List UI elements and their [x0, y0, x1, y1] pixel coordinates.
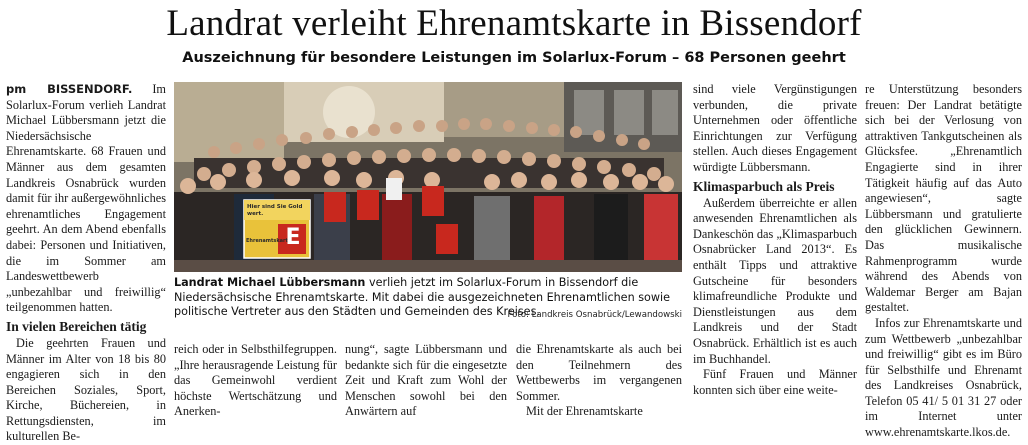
sign-text-2: Ehrenamtskarte — [246, 238, 292, 244]
subheadline: Auszeichnung für besondere Leistungen im Solarlux-Forum – 68 Personen geehrt — [182, 50, 846, 66]
caption-lead: Landrat Michael Lübbersmann — [174, 276, 366, 289]
paragraph — [6, 82, 166, 316]
text-column-2 — [174, 342, 337, 419]
paragraph: reich oder in Selbsthilfegruppen. „Ihre herausragende Leistung für das Gemeinwohl verdient höchste Wertschätzung und Anerken- — [174, 342, 337, 419]
paragraph: Mit der Ehrenamtskarte — [526, 404, 643, 419]
photo-credit: Foto: Landkreis Osnabrück/Lewandowski — [507, 310, 682, 320]
text-column-5 — [693, 82, 857, 401]
paragraph: die Ehrenamtskarte als auch bei den Teilnehmern des Wettbewerbs im vergangenen Sommer. — [516, 342, 682, 403]
paragraph: nung“, sagte Lübbersmann und bedankte sich für die eingesetzte Zeit und Kraft zum Wohl der Menschen sowohl bei den Anwärtern auf — [345, 342, 507, 419]
text-column-6 — [865, 82, 1022, 440]
sign-text-1: Hier sind Sie Gold wert. — [247, 204, 303, 217]
sign-letter: E — [285, 225, 301, 250]
paragraph: sind viele Vergünstigungen verbunden, die private Unternehmen oder öffentliche Einrichtungen zur Verfügung stellen. Auch dieses Engagement würdigte Lübbersmann. — [693, 82, 857, 174]
headline: Landrat verleiht Ehrenamtskarte in Bissendorf — [166, 3, 862, 44]
paragraph: Infos zur Ehrenamtskarte und zum Wettbewerb „unbezahlbar und freiwillig“ gibt es im Büro für Selbsthilfe und Ehrenamt des Landkreises Osnabrück, Telefon 05 41/ 5 01 31 27 oder im Internet unter www.ehrenamtskarte.lkos.de. — [865, 315, 1022, 440]
paragraph: Die geehrten Frauen und Männer im Alter von 18 bis 80 engagieren sich in den Bereichen Soziales, Sport, Kirche, Büchereien, in Rettungsdiensten, im kulturellen Be- — [6, 335, 166, 444]
paragraph: Außerdem überreichte er allen anwesenden Ehrenamtlichen als Dankeschön das „Klimasparbuch Osnabrücker Land 2013“. Es enthält Tipps und attraktive Gutscheine für besonders klimafreundliche Produkte und Dienstleistungen aus dem Landkreis und der Stadt Osnabrück. Erhältlich ist es auch im Buchhandel. — [693, 195, 857, 366]
paragraph: re Unterstützung besonders freuen: Der Landrat betätigte sich bei der Verlosung von attraktiven Tankgutscheinen als Glücksfee. „Ehrenamtlich Engagierte sind in ihrer Tätigkeit häufig auf das Auto angewiesen“, sagte Lübbersmann und gratulierte den glücklichen Gewinnern. Das musikalische Rahmenprogramm wurde während des Abends von Waldemar Berger am Bajan gestaltet. — [865, 82, 1022, 315]
paragraph: Fünf Frauen und Männer konnten sich über eine weite- — [693, 367, 857, 397]
text-column-3 — [345, 342, 507, 419]
section-heading: In vielen Bereichen tätig — [6, 318, 147, 334]
section-heading: Klimasparbuch als Preis — [693, 178, 835, 194]
dateline: pm BISSENDORF. — [6, 82, 133, 96]
text-column-1 — [6, 82, 166, 444]
paragraph-text: Im Solarlux-Forum verlieh Landrat Michael Lübbersmann jetzt die Niedersächsische Ehrenamtskarte. 68 Frauen und Männer aus dem gesamten Landkreis Osnabrück wurden damit für ihr außergewöhnliches ehrenamtliches Engagement geehrt. An dem Abend ebenfalls dabei: Personen und Initiativen, die im Sommer am Landeswettbewerb „unbezahlbar und freiwillig“ teilgenommen hatten. — [6, 82, 166, 315]
group-photo — [174, 82, 682, 272]
caption-text: verlieh jetzt im Solarlux-Forum in Bissendorf die Niedersächsische Ehrenamtskarte. Mit dabei die ausgezeichneten Ehrenamtlichen sowie politische Vertreter aus den Städten und Gemeinden des Kreises. — [174, 276, 671, 319]
text-column-4 — [516, 342, 682, 419]
